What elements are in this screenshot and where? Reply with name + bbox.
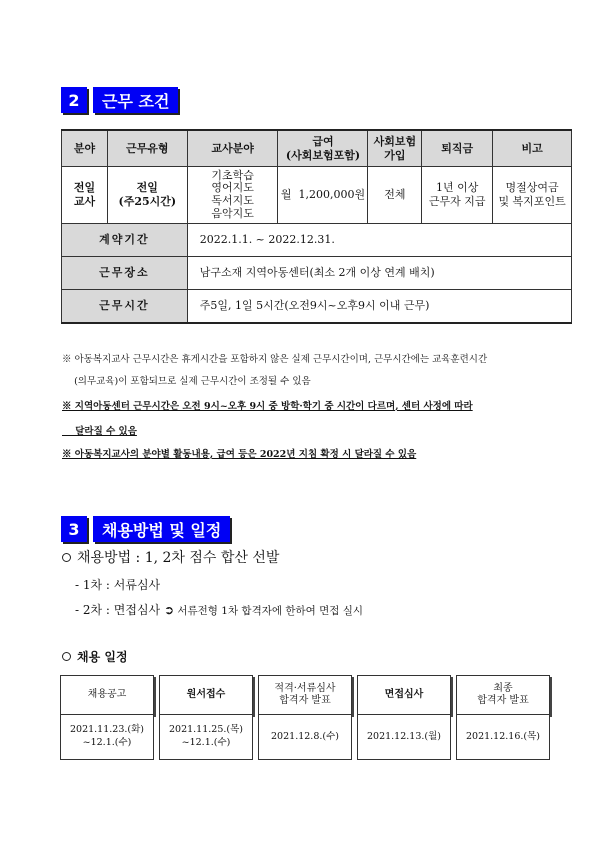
note-2-cont: 달라질 수 있음 [62,426,137,437]
bullet-circle-icon [62,652,71,661]
header-type: 근무유형 [107,130,187,167]
hours-label: 근무시간 [62,290,188,324]
section-3-header [61,516,230,542]
table-row-contract [62,224,572,257]
schedule-date: 2021.11.23.(화) ~12.1.(수) [60,715,154,760]
method-line [62,547,279,567]
header-salary: 급여 (사회보험포함) [278,130,368,167]
table-row-place [62,257,572,290]
schedule-title: 채용 일정 [77,650,128,664]
section-title: 채용방법 및 일정 [93,516,230,542]
bullet-circle-icon [62,553,71,562]
method-step-2 [75,601,363,618]
contract-value: 2022.1.1. ~ 2022.12.31. [187,224,571,257]
step-2-label: - 2차 : 면접심사 [75,603,164,617]
schedule-date: 2021.12.13.(월) [357,715,451,760]
place-value: 남구소재 지역아동센터(최소 2개 이상 연계 배치) [187,257,571,290]
schedule-item-3 [258,675,352,763]
cell-salary: 월 1,200,000원 [278,167,368,224]
schedule-label: 원서접수 [159,675,253,715]
schedule-label: 적격·서류심사 합격자 발표 [258,675,352,715]
note-2: ※ 지역아동센터 근무시간은 오전 9시~오후 9시 중 방학·학기 중 시간이 다르며, 센터 사정에 따라 [62,401,473,412]
schedule-label: 면접심사 [357,675,451,715]
cell-field: 전일 교사 [62,167,108,224]
contract-label: 계약기간 [62,224,188,257]
cell-subjects: 기초학습 영어지도 독서지도 음악지도 [187,167,278,224]
header-field: 분야 [62,130,108,167]
header-subjects: 교사분야 [187,130,278,167]
table-row-hours [62,290,572,324]
note-1: ※ 아동복지교사 근무시간은 휴게시간을 포함하지 않은 실제 근무시간이며, 근무시간에는 교육훈련시간 [62,354,488,365]
cell-insurance: 전체 [368,167,422,224]
section-2-header [61,87,178,113]
hours-value: 주5일, 1일 5시간(오전9시~오후9시 이내 근무) [187,290,571,324]
schedule-item-4 [357,675,451,763]
schedule-label: 채용공고 [60,675,154,715]
method-step-1: - 1차 : 서류심사 [75,578,161,592]
method-text: 채용방법 : 1, 2차 점수 합산 선발 [77,550,280,566]
section-title: 근무 조건 [93,87,178,113]
cell-type: 전일 (주25시간) [107,167,187,224]
header-remarks: 비고 [493,130,572,167]
schedule-label: 최종 합격자 발표 [456,675,550,715]
work-condition-table [61,129,572,324]
step-2-note: 서류전형 1차 합격자에 한하여 면접 실시 [174,605,364,617]
note-1-cont: (의무교육)이 포함되므로 실제 근무시간이 조정될 수 있음 [62,376,311,387]
arrow-right-icon: ➲ [163,603,175,617]
note-3: ※ 아동복지교사의 분야별 활동내용, 급여 등은 2022년 지침 확정 시 달라질 수 있음 [62,449,417,460]
table-header-row [62,130,572,167]
header-insurance: 사회보험 가입 [368,130,422,167]
table-row [62,167,572,224]
cell-remarks: 명절상여금 및 복지포인트 [493,167,572,224]
header-severance: 퇴직금 [422,130,493,167]
schedule-item-2 [159,675,253,763]
schedule-date: 2021.12.8.(수) [258,715,352,760]
schedule-item-5 [456,675,550,763]
schedule-date: 2021.12.16.(목) [456,715,550,760]
schedule-item-1 [60,675,154,763]
schedule-date: 2021.11.25.(목) ~12.1.(수) [159,715,253,760]
section-number: 3 [61,516,87,542]
schedule-title-line [62,648,128,665]
section-number: 2 [61,87,87,113]
cell-severance: 1년 이상 근무자 지급 [422,167,493,224]
place-label: 근무장소 [62,257,188,290]
